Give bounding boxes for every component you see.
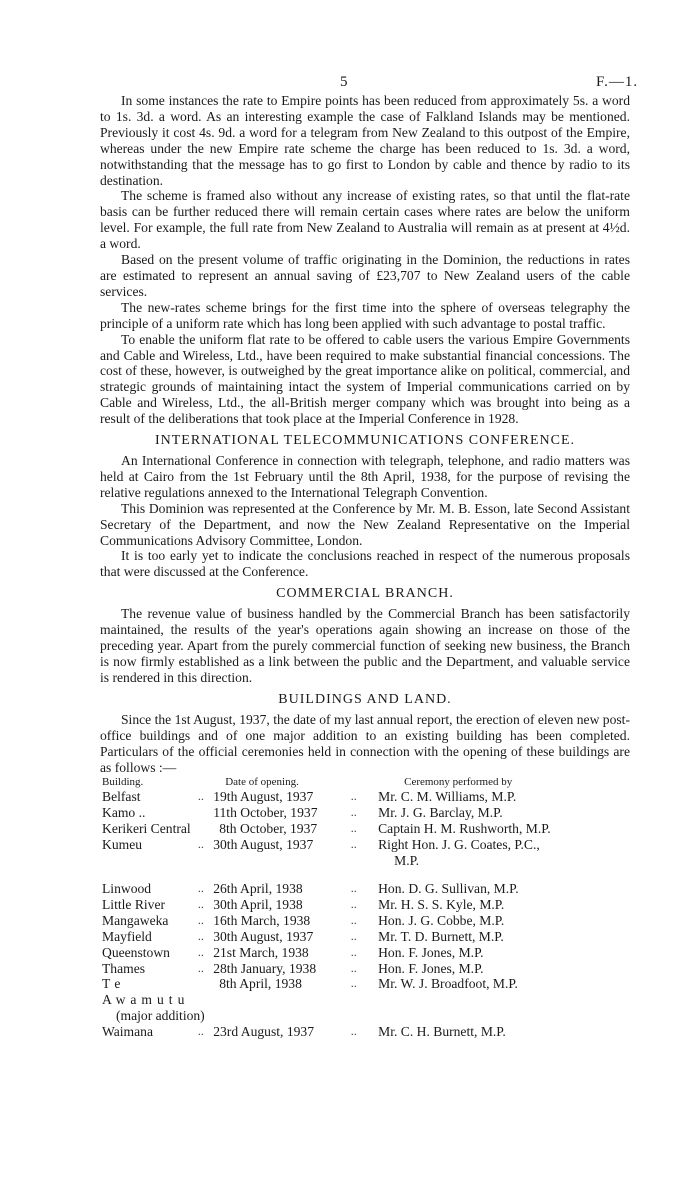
ceremony-performer: Hon. J. G. Cobbe, M.P. — [378, 912, 505, 928]
building-name — [100, 976, 213, 1024]
building-name: Mayfield — [102, 928, 152, 944]
opening-date: 16th March, 1938 — [213, 912, 311, 928]
leader-dots: .. — [350, 912, 357, 927]
leader-dots: .. — [197, 944, 204, 959]
leader-dots: .. — [197, 896, 204, 911]
section-heading-conference: INTERNATIONAL TELECOMMUNICATIONS CONFERENCE. — [154, 433, 576, 449]
paragraph: Since the 1st August, 1937, the date of my last annual report, the erection of eleven new post-office buildings and of one major addition to an existing building has been completed. Particulars of the official ceremonies held in connection with the opening of these buildings are as follows :— — [100, 711, 630, 775]
ceremony-performer-line: Right Hon. J. G. Coates, P.C., — [378, 837, 540, 853]
opening-date: 19th August, 1937 — [213, 789, 314, 805]
building-name: Waimana — [102, 1024, 153, 1040]
ceremony-performer: Mr. W. J. Broadfoot, M.P. — [378, 976, 518, 992]
table-row — [100, 929, 630, 945]
opening-date: 23rd August, 1937 — [213, 1024, 315, 1040]
paragraph: An International Conference in connection with telegraph, telephone, and radio matters was held at Cairo from the 1st February until the 8th April, 1938, for the purpose of revising the relative regulations annexed to the International Telegraph Convention. — [100, 453, 630, 500]
paragraph: Based on the present volume of traffic originating in the Dominion, the reductions in rates are estimated to represent an annual saving of £23,707 to New Zealand users of the cable services. — [100, 252, 630, 299]
table-row — [100, 945, 630, 961]
building-name: Kamo .. — [102, 805, 146, 821]
column-header-ceremony: Ceremony performed by — [404, 776, 513, 789]
table-row — [100, 961, 630, 977]
building-name-line: Te Awamutu — [102, 976, 190, 1008]
leader-dots — [198, 805, 213, 821]
table-row — [100, 1024, 630, 1040]
opening-date: 30th August, 1937 — [213, 837, 314, 853]
ceremony-performer: Captain H. M. Rushworth, M.P. — [378, 821, 551, 837]
opening-date: 30th August, 1937 — [213, 928, 314, 944]
leader-dots: .. — [350, 837, 357, 852]
leader-dots: .. — [197, 960, 204, 975]
ceremony-performer: Mr. C. H. Burnett, M.P. — [378, 1024, 506, 1040]
leader-dots: .. — [197, 880, 204, 895]
ceremony-performer: Mr. J. G. Barclay, M.P. — [378, 805, 503, 821]
paragraph: The revenue value of business handled by the Commercial Branch has been satisfactorily maintained, the results of the year's operations again showing an increase on those of the preceding year. Apart from the purely commercial function of seeking new business, the Branch is now firmly established as a link between the public and the Department, and valuable service is rendered in this direction. — [100, 606, 630, 685]
building-name: Mangaweka — [102, 912, 169, 928]
opening-date: 28th January, 1938 — [213, 960, 317, 976]
ceremony-performer: Mr. C. M. Williams, M.P. — [378, 789, 517, 805]
leader-dots: .. — [197, 928, 204, 943]
leader-dots: .. — [350, 789, 357, 804]
paragraph: This Dominion was represented at the Conference by Mr. M. B. Esson, late Second Assistant Secretary of the Department, and now the New Zealand Representative on the Imperial Communications Advisory Committee, London. — [100, 500, 630, 548]
opening-date: 8th October, 1937 — [219, 821, 318, 837]
ceremony-performer-continuation: M.P. — [394, 853, 420, 869]
leader-dots: .. — [197, 789, 204, 804]
column-header-building: Building. — [102, 776, 144, 789]
paragraph: The new-rates scheme brings for the first time into the sphere of overseas telegraphy the principle of a uniform rate which has long been applied with such advantage to postal traffic. — [100, 299, 630, 331]
leader-dots: .. — [350, 821, 357, 836]
leader-dots: .. — [350, 960, 357, 975]
paragraph: To enable the uniform flat rate to be offered to cable users the various Empire Governments and Cable and Wireless, Ltd., have been required to make substantial financial concessions. The cost of these, however, is outweighed by the great importance alike on political, commercial, and strategic grounds of maintaining intact the system of Imperial communications carried on by Cable and Wireless, Ltd., the all-British merger company which was brought into being as a result of the deliberations that took place at the Imperial Conference in 1928. — [100, 331, 630, 427]
opening-date: 21st March, 1938 — [213, 944, 309, 960]
table-row — [100, 837, 630, 869]
table-row — [100, 869, 630, 897]
building-name: Linwood — [102, 880, 152, 896]
table-row — [100, 821, 630, 837]
leader-dots: .. — [350, 805, 357, 820]
table-row — [100, 913, 630, 929]
opening-date: 8th April, 1938 — [219, 976, 302, 992]
table-header-row — [100, 776, 630, 789]
section-heading-commercial: COMMERCIAL BRANCH. — [276, 586, 454, 602]
ceremony-performer: Mr. T. D. Burnett, M.P. — [378, 928, 504, 944]
ceremony-performer — [378, 837, 630, 869]
building-name: Little River — [102, 896, 166, 912]
table-row — [100, 805, 630, 821]
ceremony-performer: Mr. H. S. S. Kyle, M.P. — [378, 896, 505, 912]
table-row — [100, 976, 630, 1024]
leader-dots: .. — [350, 880, 357, 895]
page-number: 5 — [340, 74, 348, 90]
column-header-date: Date of opening. — [225, 776, 299, 789]
ceremony-performer: Hon. F. Jones, M.P. — [378, 960, 484, 976]
leader-dots: .. — [350, 928, 357, 943]
document-body — [100, 93, 630, 1040]
leader-dots: .. — [350, 1024, 357, 1039]
leader-dots: .. — [197, 837, 204, 852]
buildings-table — [100, 776, 630, 1040]
paragraph: In some instances the rate to Empire points has been reduced from approximately 5s. a word to 1s. 3d. a word. As an interesting example the case of Falkland Islands may be mentioned. Previously it cost 4s. 9d. a word for a telegram from New Zealand to this outpost of the Empire, whereas under the new Empire rate scheme the charge has been reduced to 1s. 3d. a word, notwithstanding that the message has to go first to London by cable and thence by radio to its destination. — [100, 93, 630, 188]
leader-dots: .. — [350, 944, 357, 959]
leader-dots: .. — [197, 912, 204, 927]
opening-date: 11th October, 1937 — [213, 805, 318, 821]
page-reference: F.—1. — [596, 74, 639, 90]
building-name: Kumeu — [102, 837, 143, 853]
building-name: Belfast — [102, 789, 141, 805]
building-name: Kerikeri Central — [102, 821, 191, 837]
table-row — [100, 897, 630, 913]
ceremony-performer: Hon. D. G. Sullivan, M.P. — [378, 880, 519, 896]
building-name: Thames — [102, 960, 146, 976]
section-heading-buildings: BUILDINGS AND LAND. — [278, 691, 452, 707]
opening-date: 26th April, 1938 — [213, 880, 303, 896]
ceremony-performer: Hon. F. Jones, M.P. — [378, 944, 484, 960]
table-row — [100, 789, 630, 805]
paragraph: It is too early yet to indicate the conclusions reached in respect of the numerous proposals that were discussed at the Conference. — [100, 548, 630, 580]
building-name: Queenstown — [102, 944, 170, 960]
leader-dots: .. — [350, 896, 357, 911]
leader-dots: .. — [350, 976, 357, 991]
opening-date: 30th April, 1938 — [213, 896, 303, 912]
paragraph: The scheme is framed also without any increase of existing rates, so that until the flat-rate basis can be further reduced there will remain certain cases where rates are below the uniform level. For example, the full rate from New Zealand to Australia will remain as at present at 4½d. a word. — [100, 188, 630, 252]
building-name-note: (major addition) — [116, 1008, 205, 1024]
leader-dots: .. — [197, 1024, 204, 1039]
